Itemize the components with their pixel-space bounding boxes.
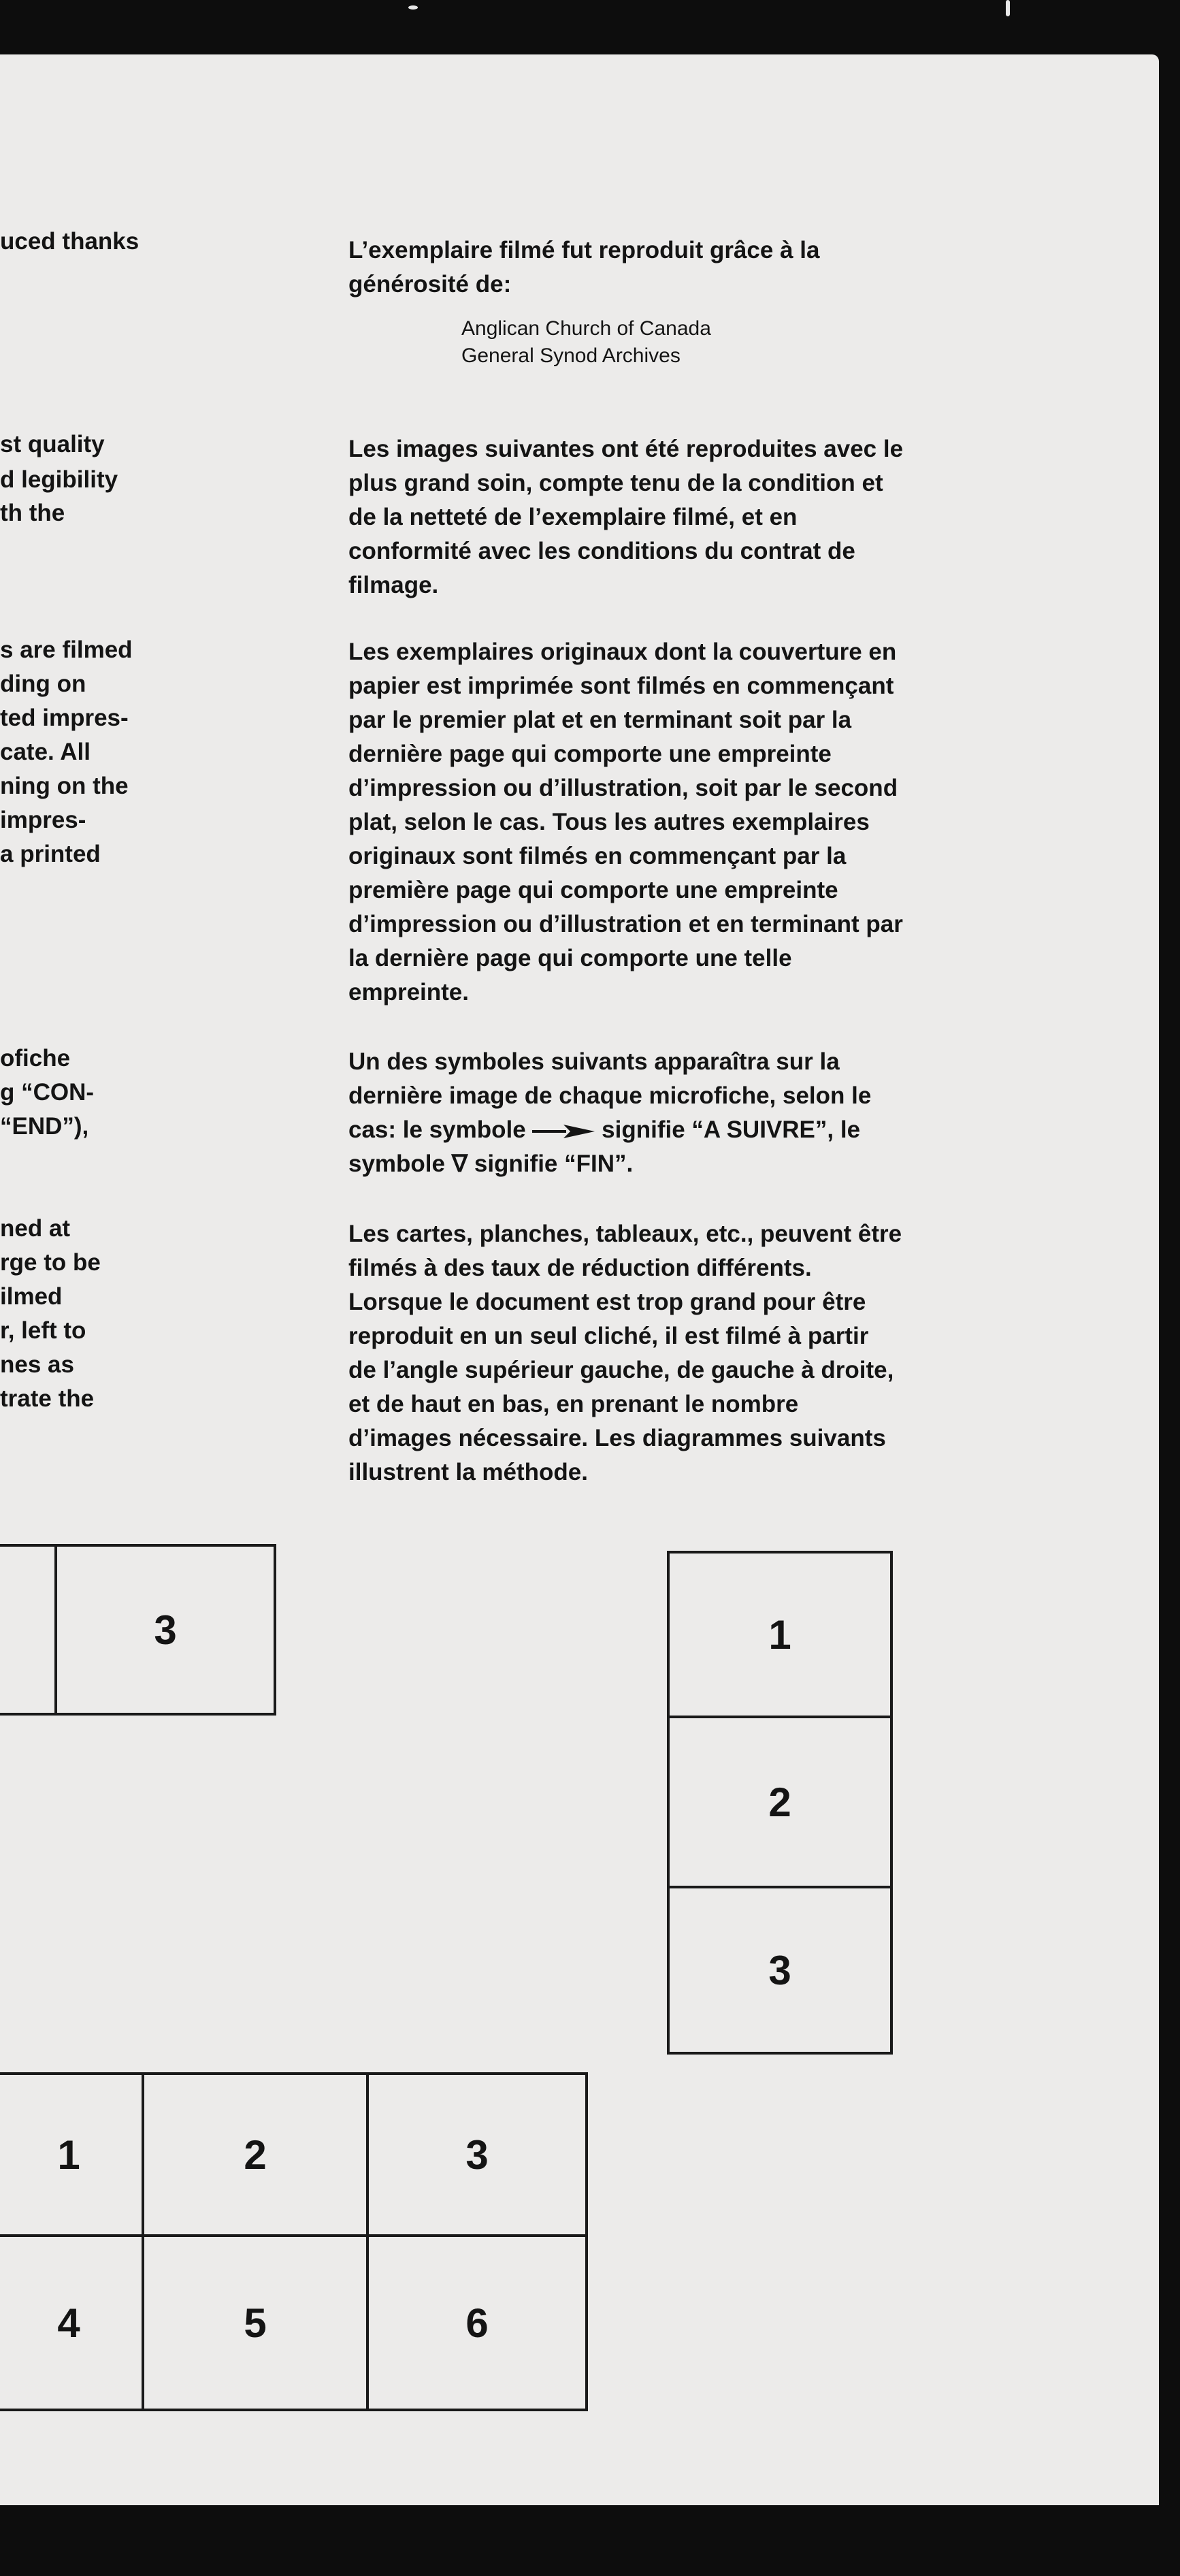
left-fragment: d legibility [0, 466, 118, 493]
dust-speck [1006, 0, 1010, 16]
left-fragment: ted impres- [0, 705, 129, 731]
para1-line: Les images suivantes ont été reproduites avec le [348, 436, 904, 462]
credit-line: General Synod Archives [461, 344, 681, 367]
dust-speck [408, 5, 418, 10]
left-fragment: ning on the [0, 773, 129, 799]
left-fragment: st quality [0, 431, 105, 457]
diagram-number: 1 [57, 2131, 80, 2178]
para4-line: Lorsque le document est trop grand pour être [348, 1289, 866, 1315]
left-fragment: trate the [0, 1385, 95, 1412]
intro-line: générosité de: [348, 271, 512, 297]
left-fragment: ned at [0, 1215, 71, 1242]
credit-block [461, 315, 711, 370]
left-fragment: cate. All [0, 739, 91, 765]
diagram-cell [366, 2234, 588, 2411]
arrow-right-icon [532, 1123, 595, 1140]
left-fragment: rge to be [0, 1249, 101, 1276]
diagram-number: 3 [465, 2131, 489, 2178]
para3-line [348, 1113, 1070, 1147]
para4-line: illustrent la méthode. [348, 1459, 588, 1485]
para4-line: d’images nécessaire. Les diagrammes suivants [348, 1425, 886, 1451]
left-fragment: s are filmed [0, 637, 133, 663]
diagram-number: 4 [57, 2300, 80, 2346]
para1-line: conformité avec les conditions du contrat de [348, 538, 855, 564]
para2-line: première page qui comporte une empreinte [348, 877, 838, 903]
diagram-number: 2 [244, 2131, 267, 2178]
para2-line: plat, selon le cas. Tous les autres exemplaires [348, 809, 870, 835]
diagram-number: 1 [768, 1611, 791, 1658]
para4-line: et de haut en bas, en prenant le nombre [348, 1391, 799, 1417]
left-fragment: th the [0, 500, 65, 526]
diagram-number: 5 [244, 2300, 267, 2346]
diagram-cell [0, 2234, 144, 2411]
left-fragment: uced thanks [0, 228, 140, 255]
para4-line: filmés à des taux de réduction différents. [348, 1255, 812, 1281]
para2-line: originaux sont filmés en commençant par la [348, 843, 847, 869]
diagram-cell [0, 2072, 144, 2237]
left-fragment: ofiche [0, 1045, 71, 1072]
left-fragment: impres- [0, 807, 86, 833]
para2-line: par le premier plat et en terminant soit par la [348, 707, 852, 733]
left-fragment: g “CON- [0, 1079, 95, 1106]
para4-line: reproduit en un seul cliché, il est filmé à partir [348, 1323, 869, 1349]
left-fragment: “END”), [0, 1113, 89, 1140]
para1-line: plus grand soin, compte tenu de la condition et [348, 470, 883, 496]
diagram-number: 3 [154, 1607, 177, 1653]
para2-line: d’impression ou d’illustration, soit par le second [348, 775, 898, 801]
para1-line: filmage. [348, 572, 439, 598]
credit-line: Anglican Church of Canada [461, 317, 711, 340]
diagram-number: 2 [768, 1779, 791, 1825]
diagram-number: 3 [768, 1947, 791, 1993]
diagram-cell [667, 1716, 893, 1888]
left-fragment: ilmed [0, 1283, 63, 1310]
para3-line: symbole ∇ signifie “FIN”. [348, 1150, 634, 1177]
para4-line: Les cartes, planches, tableaux, etc., peuvent être [348, 1221, 902, 1247]
diagram-cell [0, 1544, 57, 1716]
diagram-cell [667, 1886, 893, 2055]
diagram-cell [667, 1551, 893, 1718]
left-fragment: r, left to [0, 1317, 86, 1344]
left-fragment: nes as [0, 1351, 74, 1378]
para2-line: papier est imprimée sont filmés en commençant [348, 673, 894, 699]
para2-line: Les exemplaires originaux dont la couverture en [348, 639, 897, 665]
para2-line: dernière page qui comporte une empreinte [348, 741, 832, 767]
intro-line: L’exemplaire filmé fut reproduit grâce à la [348, 237, 820, 263]
para3-line: Un des symboles suivants apparaîtra sur la [348, 1048, 840, 1075]
diagram-cell [366, 2072, 588, 2237]
diagram-number: 6 [465, 2300, 489, 2346]
diagram-cell [142, 2234, 369, 2411]
para2-line: la dernière page qui comporte une telle [348, 945, 792, 971]
left-fragment: ding on [0, 671, 86, 697]
para3-line: dernière image de chaque microfiche, selon le [348, 1082, 872, 1109]
left-fragment: a printed [0, 841, 101, 867]
para3-text: cas: le symbole [348, 1116, 533, 1143]
para2-line: empreinte. [348, 979, 469, 1005]
para1-line: de la netteté de l’exemplaire filmé, et en [348, 504, 798, 530]
diagram-cell [54, 1544, 276, 1716]
para4-line: de l’angle supérieur gauche, de gauche à droite, [348, 1357, 894, 1383]
diagram-cell [142, 2072, 369, 2237]
para3-text: signifie “A SUIVRE”, le [595, 1116, 861, 1143]
para2-line: d’impression ou d’illustration et en terminant par [348, 911, 903, 937]
